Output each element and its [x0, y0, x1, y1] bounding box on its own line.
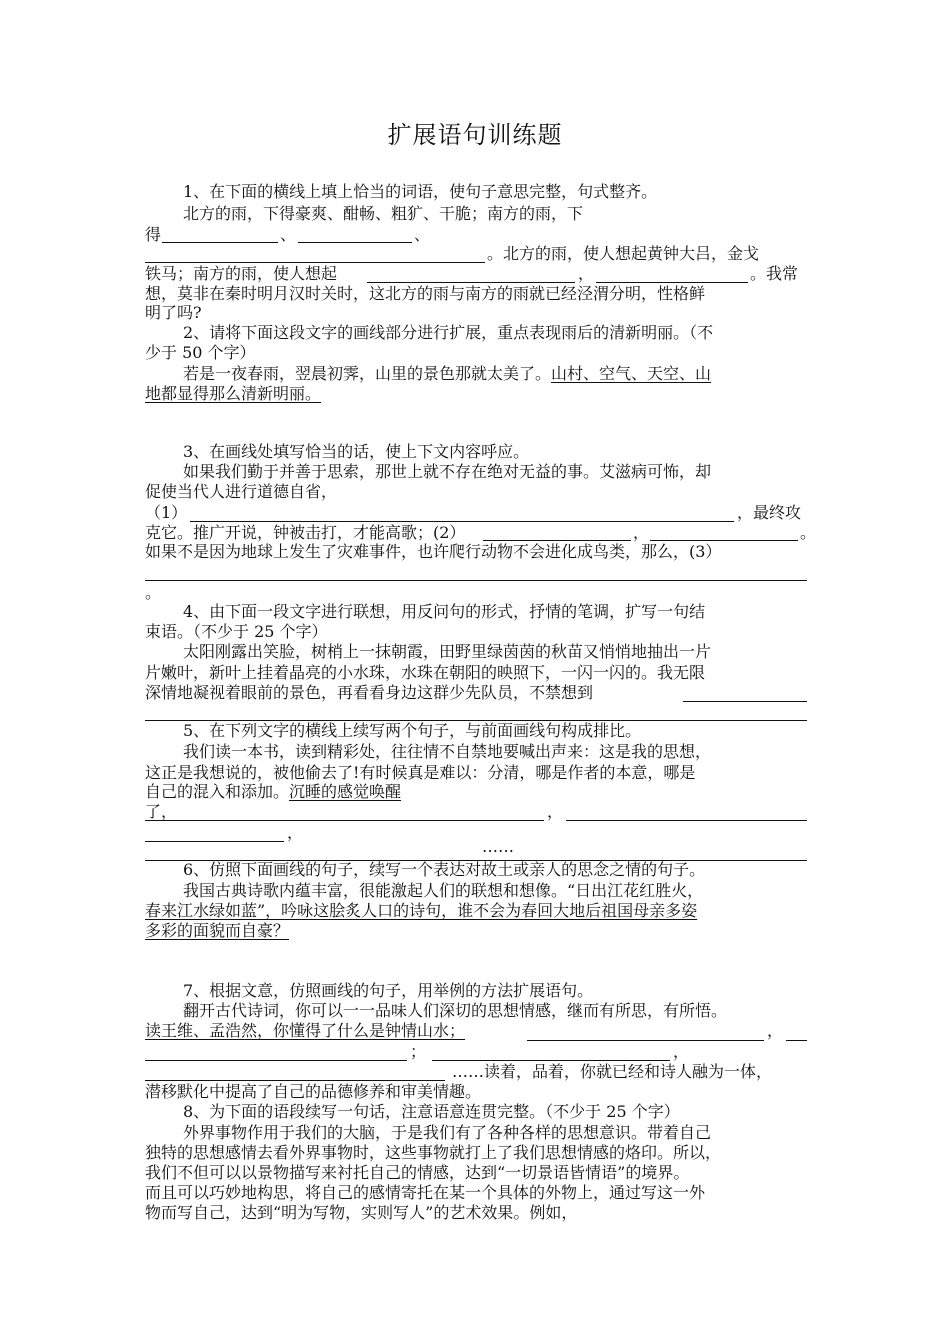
q5-line4-start: 了， — [145, 802, 178, 821]
q7-blank-1[interactable] — [527, 1040, 764, 1041]
q2-prompt-2: 少于 50 个字） — [145, 343, 256, 362]
q7-blank-2[interactable] — [145, 1060, 407, 1061]
q3-line4-end: 。 — [800, 523, 817, 542]
q7-blank-1b[interactable] — [786, 1040, 807, 1041]
q4-line1: 太阳刚露出笑脸，树梢上一抹朝霞，田野里绿茵茵的秋苗又悄悄地抽出一片 — [183, 642, 712, 661]
q3-comma: ， — [633, 523, 650, 542]
q4-line3: 深情地凝视着眼前的景色，再看看身边这群少先队员，不禁想到 — [145, 683, 594, 702]
q6-line1 — [183, 882, 703, 900]
q1-prompt: 1、在下面的横线上填上恰当的词语，使句子意思完整，句式整齐。 — [183, 182, 658, 201]
q7-line4: ……读着，品着，你就已经和诗人融为一体， — [452, 1062, 773, 1081]
q6-line2: 春来江水绿如蓝”，吟咏这脍炙人口的诗句，谁不会为春回大地后祖国母亲多姿 — [145, 901, 698, 920]
q1-blank-5[interactable] — [596, 282, 748, 283]
q5-blank-2[interactable] — [566, 820, 807, 821]
q7-comma-1: ， — [767, 1021, 784, 1040]
q2-para-line1 — [183, 365, 711, 383]
q1-sep-1: 、 — [280, 225, 297, 244]
q3-line3-end: ，最终攻 — [737, 503, 802, 522]
q7-semicolon: ； — [410, 1042, 427, 1061]
q1-comma: ， — [578, 264, 595, 283]
q7-prompt: 7、根据文意，仿照画线的句子，用举例的方法扩展语句。 — [183, 981, 594, 1000]
q5-line1: 我们读一本书，读到精彩处，往往情不自禁地要喊出声来：这是我的思想， — [183, 742, 712, 761]
q7-blank-4[interactable] — [145, 1080, 445, 1081]
q1-sep-2: 、 — [414, 225, 431, 244]
q3-prompt: 3、在画线处填写恰当的话，使上下文内容呼应。 — [183, 442, 530, 461]
q3-line3-start: （1） — [145, 503, 188, 522]
q3-blank-2a[interactable] — [483, 540, 631, 541]
q1-line1: 北方的雨，下得豪爽、酣畅、粗犷、干脆；南方的雨，下 — [183, 204, 584, 223]
q1-line6: 明了吗? — [145, 303, 202, 322]
q1-line5: 想，莫非在秦时明月汉时关时，这北方的雨与南方的雨就已经泾渭分明，性格鲜 — [145, 284, 706, 303]
q5-comma-1: ， — [547, 802, 564, 821]
q2-prompt-1: 2、请将下面这段文字的画线部分进行扩展，重点表现雨后的清新明丽。（不 — [183, 323, 714, 342]
q3-blank-1[interactable] — [190, 521, 734, 522]
q1-blank-1[interactable] — [162, 242, 278, 243]
q8-line5: 物而写自己，达到“明为写物，实则写人”的艺术效果。例如， — [145, 1203, 578, 1222]
q7-line1: 翻开古代诗词，你可以一一品味人们深切的思想情感，继而有所思，有所悟。 — [183, 1001, 728, 1020]
q5-ellipsis: …… — [482, 837, 514, 856]
q4-blank-1[interactable] — [683, 701, 807, 702]
q4-line2: 片嫩叶，新叶上挂着晶亮的小水珠，水珠在朝阳的映照下，一闪一闪的。我无限 — [145, 663, 706, 682]
q3-line6: 。 — [145, 583, 162, 602]
q3-line5: 如果不是因为地球上发生了灾难事件，也许爬行动物不会进化成鸟类，那么，(3） — [145, 542, 722, 561]
q3-line2: 促使当代人进行道德自省， — [145, 482, 338, 501]
q3-blank-2b[interactable] — [650, 540, 798, 541]
q2-para-text: 若是一夜春雨，翌晨初霁，山里的景色那就太美了。 — [183, 364, 552, 383]
q3-line4-start: 克它。推广开说，钟被击打，才能高歌；(2） — [145, 523, 466, 542]
q5-line3-text: 自己的混入和添加。 — [145, 782, 290, 801]
q1-line2-start: 得 — [145, 225, 162, 244]
q1-blank-2[interactable] — [298, 242, 412, 243]
q5-prompt: 5、在下列文字的横线上续写两个句子，与前面画线句构成排比。 — [183, 721, 642, 740]
q5-line2: 这正是我想说的，被他偷去了!有时候真是难以：分清，哪是作者的本意，哪是 — [145, 763, 696, 782]
q2-underlined-text-2: 地都显得那么清新明丽。 — [145, 384, 322, 403]
q4-prompt-1: 4、由下面一段文字进行联想，用反问句的形式，抒情的笔调，扩写一句结 — [183, 602, 706, 621]
q4-prompt-2: 束语。（不少于 25 个字） — [145, 622, 328, 641]
q5-blank-3[interactable] — [145, 841, 284, 842]
q8-line2: 独特的思想感情去看外界事物时，这些事物就打上了我们思想情感的烙印。所以， — [145, 1143, 722, 1162]
q6-line1-text: 我国古典诗歌内蕴丰富，很能激起人们的联想和想像。“日出江花红胜火， — [183, 881, 704, 900]
q8-line1: 外界事物作用于我们的大脑，于是我们有了各种各样的思想意识。带着自己 — [183, 1123, 712, 1142]
page-title: 扩展语句训练题 — [387, 121, 563, 149]
q1-blank-4[interactable] — [367, 282, 575, 283]
q7-comma-2: ， — [673, 1042, 690, 1061]
q8-line4: 而且可以巧妙地构思，将自己的感情寄托在某一个具体的外物上，通过写这一外 — [145, 1183, 706, 1202]
q1-blank-3[interactable] — [145, 262, 485, 263]
q2-underlined-text: 山村、空气、天空、山 — [551, 364, 712, 383]
q6-prompt: 6、仿照下面画线的句子，续写一个表达对故土或亲人的思念之情的句子。 — [183, 860, 706, 879]
q7-underlined-text: 读王维、孟浩然，你懂得了什么是钟情山水； — [145, 1021, 466, 1040]
q8-prompt: 8、为下面的语段续写一句话，注意语意连贯完整。（不少于 25 个字） — [183, 1102, 680, 1121]
q5-line3 — [145, 783, 401, 801]
q8-line3: 我们不但可以以景物描写来衬托自己的情感，达到“一切景语皆情语”的境界。 — [145, 1163, 690, 1182]
q3-line1: 如果我们勤于并善于思索，那世上就不存在绝对无益的事。艾滋病可怖，却 — [183, 462, 712, 481]
q7-line5: 潜移默化中提高了自己的品德修养和审美情趣。 — [145, 1082, 482, 1101]
q5-blank-1[interactable] — [168, 820, 544, 821]
q3-blank-3[interactable] — [145, 580, 807, 581]
q1-line3: 。北方的雨，使人想起黄钟大吕，金戈 — [487, 244, 760, 263]
q1-line4-end: 。我常 — [750, 264, 799, 283]
q7-blank-3[interactable] — [432, 1060, 670, 1061]
q5-comma-2: ， — [287, 823, 304, 842]
q1-line4-start: 铁马；南方的雨，使人想起 — [145, 264, 338, 283]
q5-underlined-text: 沉睡的感觉唤醒 — [289, 782, 402, 801]
q6-line3: 多彩的面貌而自豪？ — [145, 921, 290, 940]
